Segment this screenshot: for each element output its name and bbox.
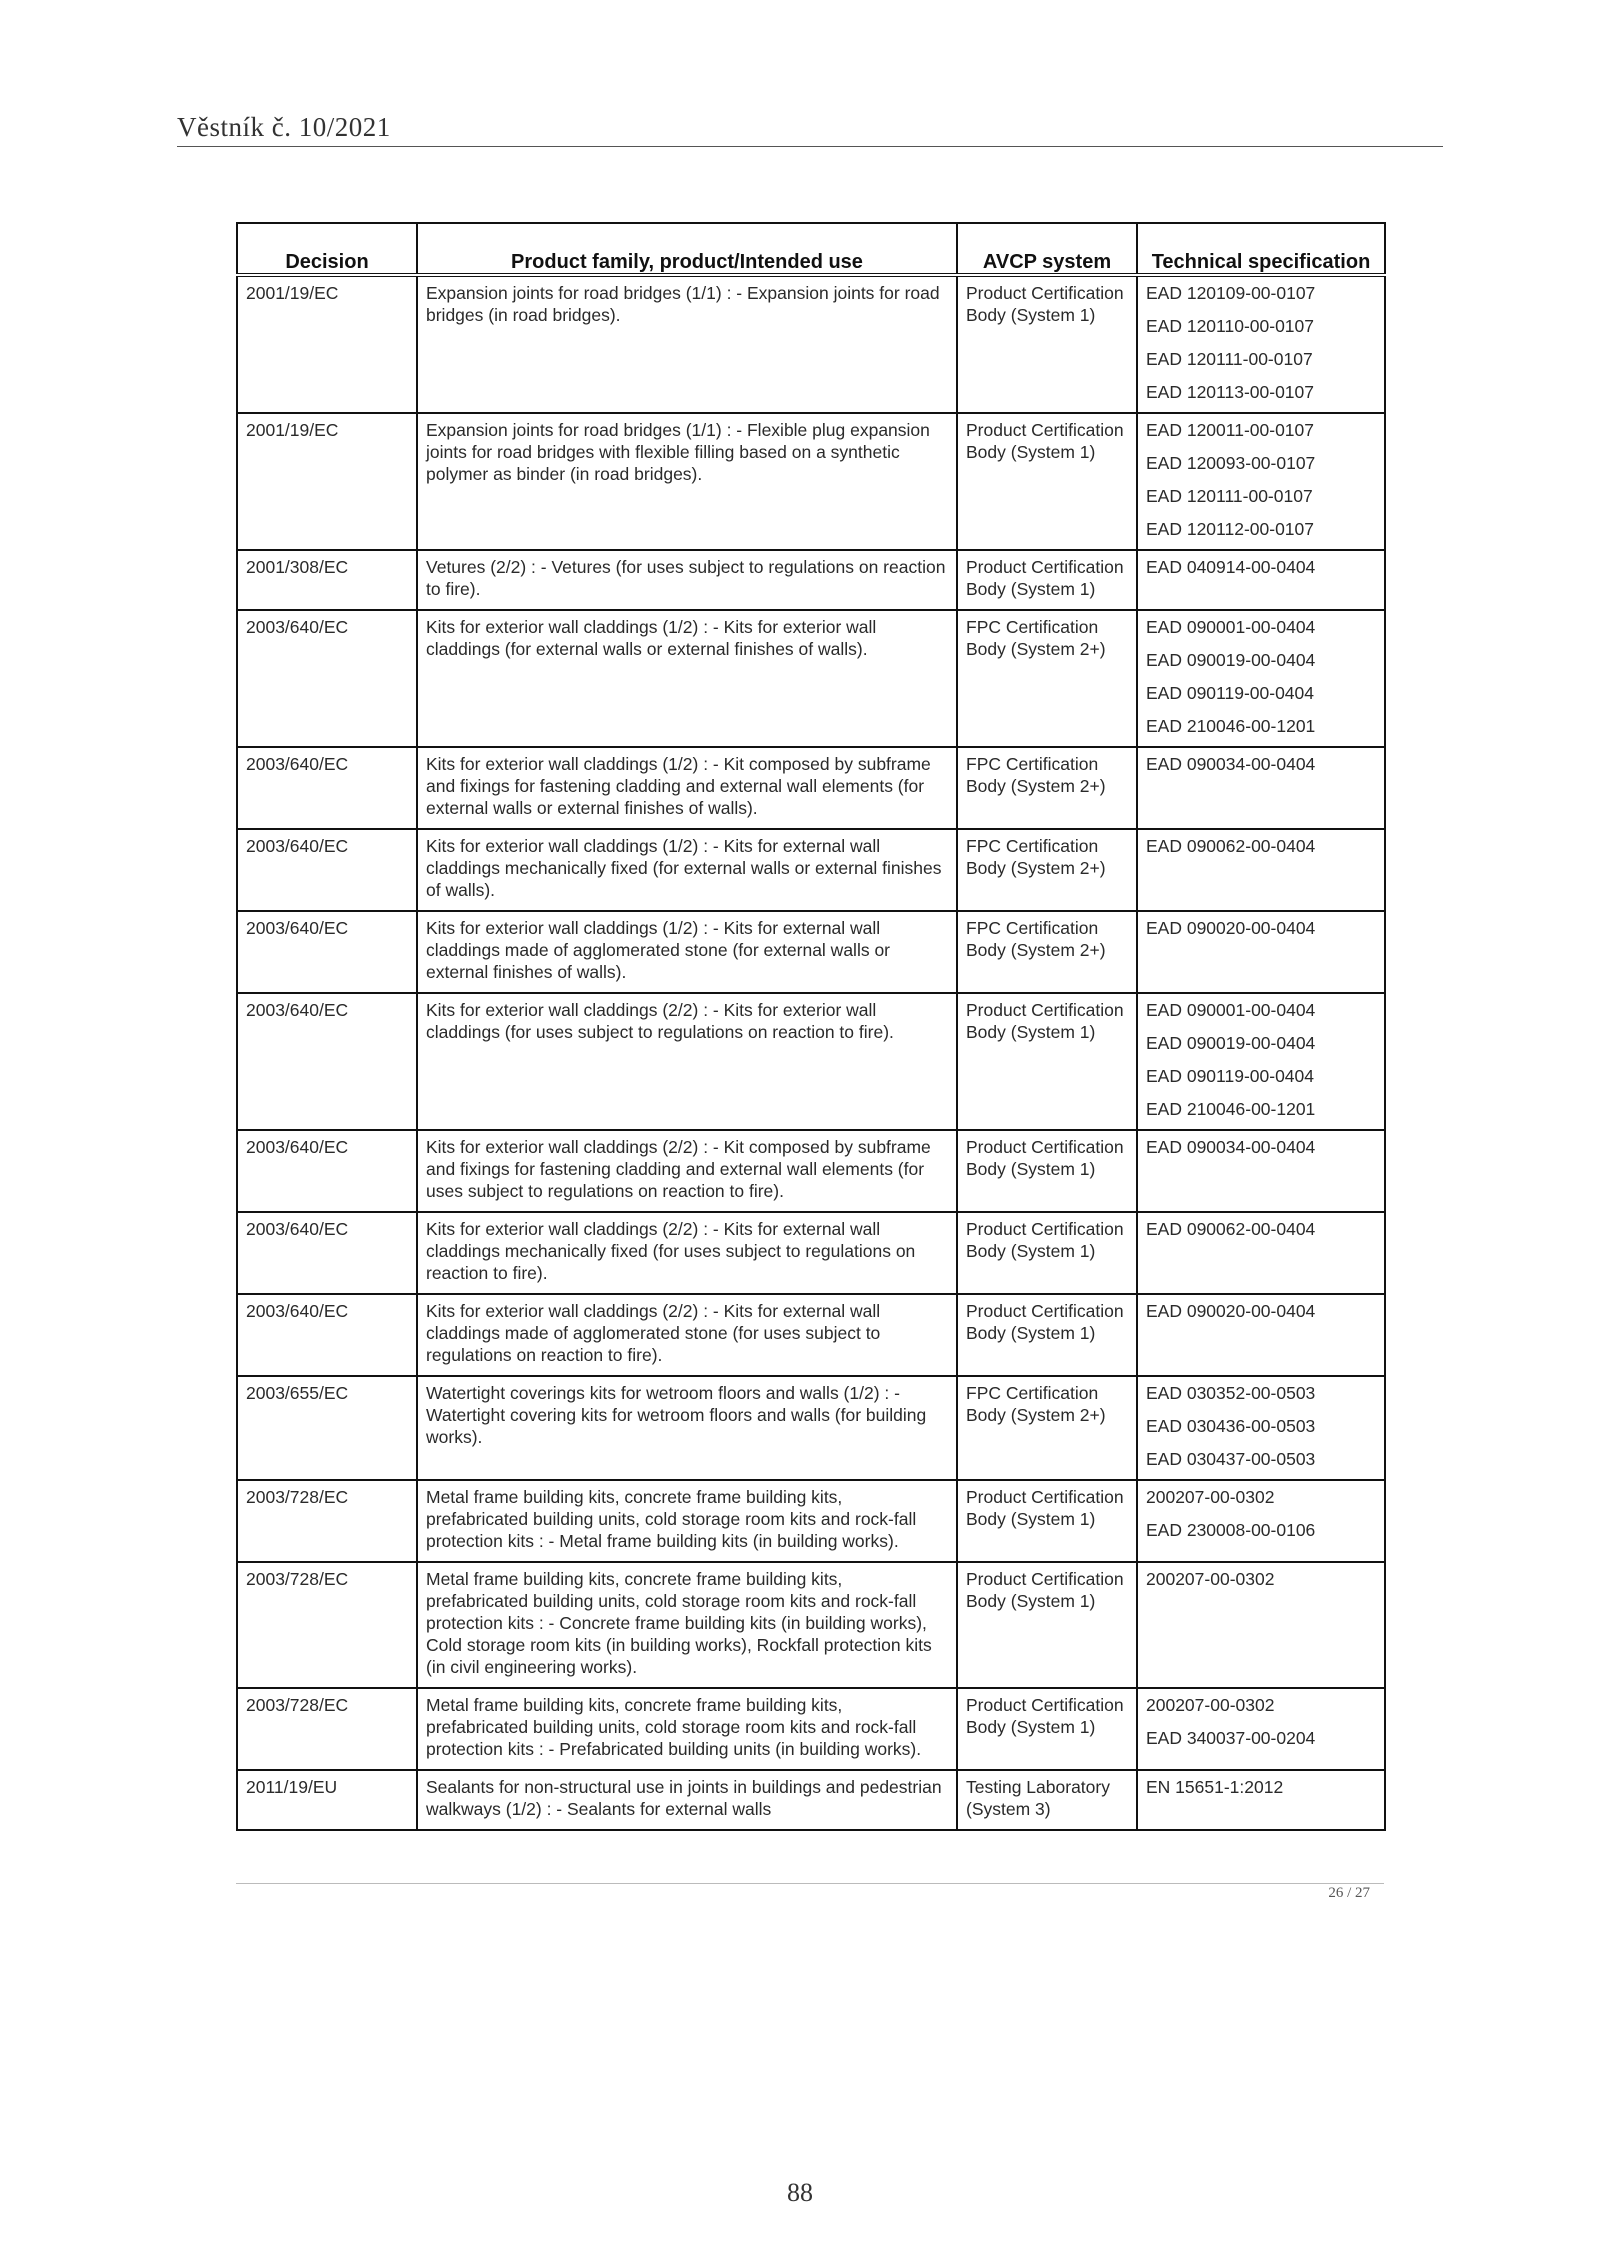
table-row [237,1688,1385,1770]
decision-cell: 2003/640/EC [237,829,417,911]
spec-cell [1137,610,1385,747]
column-header-decision: Decision [237,223,417,275]
column-header-product: Product family, product/Intended use [417,223,957,275]
spec-cell [1137,1688,1385,1770]
product-cell: Expansion joints for road bridges (1/1) : - Expansion joints for road bridges (in road bridges). [417,275,957,413]
table-row [237,911,1385,993]
table-row [237,610,1385,747]
column-header-spec: Technical specification [1137,223,1385,275]
spec-cell [1137,747,1385,829]
journal-title: Věstník č. 10/2021 [177,112,391,142]
spec-item: EAD 120111-00-0107 [1146,349,1313,369]
product-cell: Expansion joints for road bridges (1/1) : - Flexible plug expansion joints for road bridges with flexible filling based on a synthetic polymer as binder (in road bridges). [417,413,957,550]
product-cell: Kits for exterior wall claddings (1/2) : - Kit composed by subframe and fixings for fastening cladding and external wall elements (for external walls or external finishes of walls). [417,747,957,829]
product-cell: Kits for exterior wall claddings (2/2) : - Kits for external wall claddings made of agglomerated stone (for uses subject to regulations on reaction to fire). [417,1294,957,1376]
spec-item: EN 15651-1:2012 [1146,1777,1284,1797]
decision-cell: 2003/640/EC [237,911,417,993]
table-row [237,1562,1385,1688]
avcp-cell: FPC Certification Body (System 2+) [957,829,1137,911]
spec-item: EAD 040914-00-0404 [1146,557,1316,577]
spec-item: EAD 090001-00-0404 [1146,1000,1316,1020]
spec-cell [1137,1770,1385,1830]
product-cell: Kits for exterior wall claddings (1/2) : - Kits for exterior wall claddings (for external walls or external finishes of walls). [417,610,957,747]
spec-item: EAD 030352-00-0503 [1146,1383,1316,1403]
table-row [237,413,1385,550]
spec-item: EAD 090019-00-0404 [1146,1033,1316,1053]
table-row [237,1212,1385,1294]
table-row [237,550,1385,610]
table-row [237,829,1385,911]
spec-item: EAD 120113-00-0107 [1146,382,1314,402]
avcp-cell: Product Certification Body (System 1) [957,413,1137,550]
decision-cell: 2001/308/EC [237,550,417,610]
product-cell: Sealants for non-structural use in joints in buildings and pedestrian walkways (1/2) : - Sealants for external walls [417,1770,957,1830]
column-header-avcp: AVCP system [957,223,1137,275]
decision-cell: 2003/640/EC [237,1212,417,1294]
spec-item: EAD 120112-00-0107 [1146,519,1314,539]
decision-cell: 2011/19/EU [237,1770,417,1830]
avcp-cell: Product Certification Body (System 1) [957,1562,1137,1688]
spec-item: EAD 340037-00-0204 [1146,1728,1316,1748]
spec-item: EAD 090062-00-0404 [1146,836,1316,856]
spec-item: EAD 120109-00-0107 [1146,283,1316,303]
spec-cell [1137,829,1385,911]
product-cell: Kits for exterior wall claddings (2/2) : - Kits for exterior wall claddings (for uses subject to regulations on reaction to fire). [417,993,957,1130]
spec-item: EAD 210046-00-1201 [1146,1099,1316,1119]
table-row [237,1294,1385,1376]
product-cell: Kits for exterior wall claddings (2/2) : - Kits for external wall claddings mechanically fixed (for uses subject to regulations on reaction to fire). [417,1212,957,1294]
page-of-indicator: 26 / 27 [1328,1885,1370,1901]
spec-cell [1137,413,1385,550]
spec-cell [1137,1212,1385,1294]
decision-cell: 2003/640/EC [237,610,417,747]
table-row [237,1130,1385,1212]
spec-cell [1137,993,1385,1130]
spec-cell [1137,550,1385,610]
product-cell: Kits for exterior wall claddings (1/2) : - Kits for external wall claddings made of agglomerated stone (for external walls or external finishes of walls). [417,911,957,993]
decision-cell: 2003/640/EC [237,1294,417,1376]
product-cell: Kits for exterior wall claddings (2/2) : - Kit composed by subframe and fixings for fastening cladding and external wall elements (for uses subject to regulations on reaction to fire). [417,1130,957,1212]
product-cell: Metal frame building kits, concrete frame building kits, prefabricated building units, cold storage room kits and rock-fall protection kits : - Concrete frame building kits (in building works), Cold storage room kits (in building works), Rockfall protection kits (in civil engineering works). [417,1562,957,1688]
spec-item: EAD 120111-00-0107 [1146,486,1313,506]
table-row [237,993,1385,1130]
avcp-cell: Product Certification Body (System 1) [957,275,1137,413]
avcp-cell: FPC Certification Body (System 2+) [957,747,1137,829]
avcp-cell: Testing Laboratory (System 3) [957,1770,1137,1830]
avcp-cell: Product Certification Body (System 1) [957,1212,1137,1294]
decision-cell: 2003/640/EC [237,1130,417,1212]
spec-item: EAD 210046-00-1201 [1146,716,1316,736]
table-row [237,1770,1385,1830]
avcp-cell: FPC Certification Body (System 2+) [957,911,1137,993]
avcp-cell: FPC Certification Body (System 2+) [957,610,1137,747]
table-header-row [237,223,1385,275]
decision-cell: 2003/655/EC [237,1376,417,1480]
table-row [237,1376,1385,1480]
spec-item: 200207-00-0302 [1146,1487,1275,1507]
decision-cell: 2003/728/EC [237,1688,417,1770]
spec-cell [1137,911,1385,993]
spec-item: EAD 090020-00-0404 [1146,1301,1316,1321]
avcp-cell: Product Certification Body (System 1) [957,993,1137,1130]
spec-cell [1137,1294,1385,1376]
decision-cell: 2003/640/EC [237,993,417,1130]
avcp-cell: Product Certification Body (System 1) [957,1688,1137,1770]
product-cell: Watertight coverings kits for wetroom floors and walls (1/2) : - Watertight covering kits for wetroom floors and walls (for building works). [417,1376,957,1480]
spec-item: EAD 120011-00-0107 [1146,420,1314,440]
spec-item: EAD 090020-00-0404 [1146,918,1316,938]
table-row [237,747,1385,829]
spec-cell [1137,1480,1385,1562]
footer-divider [236,1883,1384,1884]
product-cell: Metal frame building kits, concrete frame building kits, prefabricated building units, cold storage room kits and rock-fall protection kits : - Metal frame building kits (in building works). [417,1480,957,1562]
table-row [237,275,1385,413]
spec-cell [1137,1376,1385,1480]
avcp-cell: Product Certification Body (System 1) [957,1130,1137,1212]
decision-cell: 2001/19/EC [237,275,417,413]
product-cell: Kits for exterior wall claddings (1/2) : - Kits for external wall claddings mechanically fixed (for external walls or external finishes of walls). [417,829,957,911]
spec-cell [1137,275,1385,413]
decision-cell: 2001/19/EC [237,413,417,550]
spec-item: EAD 090119-00-0404 [1146,1066,1314,1086]
spec-item: EAD 030437-00-0503 [1146,1449,1316,1469]
decision-cell: 2003/728/EC [237,1562,417,1688]
page-number: 88 [787,2178,813,2207]
spec-item: EAD 090034-00-0404 [1146,754,1316,774]
spec-item: EAD 090001-00-0404 [1146,617,1316,637]
spec-item: EAD 120110-00-0107 [1146,316,1314,336]
spec-cell [1137,1130,1385,1212]
table-row [237,1480,1385,1562]
avcp-cell: FPC Certification Body (System 2+) [957,1376,1137,1480]
spec-item: EAD 090019-00-0404 [1146,650,1316,670]
product-table [236,222,1386,1831]
spec-cell [1137,1562,1385,1688]
spec-item: EAD 030436-00-0503 [1146,1416,1316,1436]
decision-cell: 2003/728/EC [237,1480,417,1562]
avcp-cell: Product Certification Body (System 1) [957,1294,1137,1376]
spec-item: 200207-00-0302 [1146,1569,1275,1589]
avcp-cell: Product Certification Body (System 1) [957,1480,1137,1562]
spec-item: EAD 120093-00-0107 [1146,453,1316,473]
product-cell: Vetures (2/2) : - Vetures (for uses subject to regulations on reaction to fire). [417,550,957,610]
page-header [177,112,1443,147]
avcp-cell: Product Certification Body (System 1) [957,550,1137,610]
decision-cell: 2003/640/EC [237,747,417,829]
spec-item: EAD 230008-00-0106 [1146,1520,1316,1540]
product-cell: Metal frame building kits, concrete frame building kits, prefabricated building units, cold storage room kits and rock-fall protection kits : - Prefabricated building units (in building works). [417,1688,957,1770]
spec-item: EAD 090062-00-0404 [1146,1219,1316,1239]
spec-item: EAD 090034-00-0404 [1146,1137,1316,1157]
spec-item: 200207-00-0302 [1146,1695,1275,1715]
spec-item: EAD 090119-00-0404 [1146,683,1314,703]
